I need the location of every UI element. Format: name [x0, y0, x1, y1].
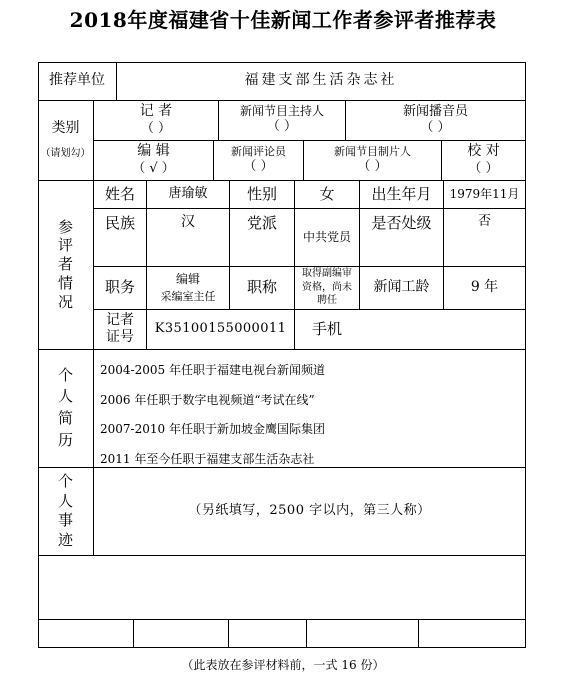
- document-title: 2018年度福建省十佳新闻工作者参评者推荐表: [69, 8, 497, 32]
- resume-line: 2004-2005 年任职于福建电视台新闻频道: [100, 363, 325, 377]
- category-label: 类别: [51, 120, 80, 136]
- row-divider: [38, 619, 526, 620]
- option-mark: （ ）: [266, 119, 298, 135]
- category-option-editor: [94, 140, 213, 180]
- row-divider: [38, 555, 526, 556]
- section-char: 者: [57, 255, 73, 274]
- section-char: 简: [57, 409, 73, 427]
- resume-line: 2006 年任职于数字电视频道“考试在线”: [100, 392, 315, 407]
- section-char: 迹: [57, 530, 73, 549]
- deeds-note: （另纸填写，2500 字以内，第三人称）: [188, 502, 431, 518]
- level-value: 否: [477, 214, 491, 229]
- years-label: 新闻工龄: [373, 278, 430, 295]
- party-value: 中共党员: [303, 229, 352, 244]
- title-value: 取得副编审资格，尚未聘任: [302, 268, 352, 307]
- duty-value: [147, 266, 229, 309]
- category-option-producer: [304, 140, 441, 180]
- duty-line: 编辑: [175, 271, 200, 286]
- card-value: K35100155000011: [154, 320, 287, 336]
- card-label-line: 证号: [106, 329, 134, 345]
- option-name: 编 辑: [137, 143, 170, 160]
- option-name: 新闻节目制片人: [334, 145, 411, 158]
- category-option-commentator: [214, 140, 303, 180]
- category-label-cell: [38, 100, 93, 180]
- years-value: 9 年: [470, 278, 499, 295]
- category-option-announcer: [346, 100, 525, 140]
- option-name: 校 对: [467, 143, 500, 160]
- title-label: 职称: [246, 278, 277, 297]
- recommend-unit-value: 福建支部生活杂志社: [244, 72, 398, 89]
- level-label: 是否处级: [371, 214, 432, 232]
- name-label: 姓名: [104, 184, 135, 203]
- category-option-host: [219, 100, 345, 140]
- phone-value: [360, 309, 525, 349]
- card-label: [94, 309, 146, 349]
- section-char: 参: [57, 217, 73, 236]
- option-mark: （ ）: [468, 160, 499, 176]
- duty-line: 采编室主任: [160, 289, 216, 303]
- option-name: 新闻评论员: [231, 145, 286, 158]
- col-divider: [133, 619, 134, 648]
- resume-line: 2011 年至今任职于福建支部生活杂志社: [100, 451, 315, 466]
- footer-note: （此表放在参评材料前，一式 16 份）: [181, 658, 385, 672]
- category-option-proofreader: [442, 140, 525, 180]
- gender-value: 女: [319, 184, 335, 203]
- option-mark: （ ）: [420, 120, 451, 135]
- option-mark: （ ）: [140, 120, 172, 136]
- table-border-right: [525, 62, 526, 648]
- section-char: 个: [57, 472, 73, 490]
- gender-label: 性别: [246, 184, 277, 203]
- resume-section-label: [38, 349, 93, 467]
- resume-line: 2007-2010 年任职于新加坡金鹰国际集团: [100, 422, 325, 436]
- option-mark: （ ）: [243, 158, 274, 174]
- option-name: 新闻节目主持人: [239, 104, 324, 119]
- birth-label: 出生年月: [371, 184, 432, 203]
- section-char: 况: [57, 292, 73, 311]
- duty-label: 职务: [104, 278, 135, 297]
- card-label-line: 记者: [106, 311, 134, 328]
- row-divider: [38, 349, 526, 350]
- phone-label: 手机: [311, 319, 342, 338]
- name-value: 唐瑜敏: [168, 185, 208, 201]
- section-char: 事: [57, 511, 73, 529]
- section-char: 个: [57, 365, 73, 384]
- section-char: 历: [57, 430, 73, 449]
- section-char: 人: [57, 491, 73, 510]
- ethnic-value: 汉: [181, 214, 195, 230]
- option-mark-checked: （ √ ）: [132, 160, 175, 176]
- col-divider: [418, 619, 419, 648]
- section-char: 人: [57, 387, 73, 406]
- party-label: 党派: [246, 214, 277, 232]
- nominee-section-label: [38, 180, 93, 349]
- col-divider: [228, 619, 229, 648]
- deeds-section-label: [38, 467, 93, 555]
- section-char: 情: [57, 273, 73, 292]
- ethnic-label: 民族: [104, 214, 135, 232]
- recommendation-form: [38, 62, 526, 648]
- birth-value: 1979年11月: [449, 186, 520, 201]
- table-border-bottom: [38, 647, 526, 648]
- option-name: 记 者: [139, 103, 173, 120]
- category-option-reporter: [94, 100, 218, 140]
- category-hint: （请划勾）: [40, 147, 91, 159]
- col-divider: [306, 619, 307, 648]
- resume-lines: [100, 356, 520, 474]
- section-char: 评: [57, 236, 73, 255]
- recommend-unit-label: 推荐单位: [49, 72, 105, 89]
- option-mark: （ ）: [357, 158, 388, 174]
- option-name: 新闻播音员: [402, 103, 468, 119]
